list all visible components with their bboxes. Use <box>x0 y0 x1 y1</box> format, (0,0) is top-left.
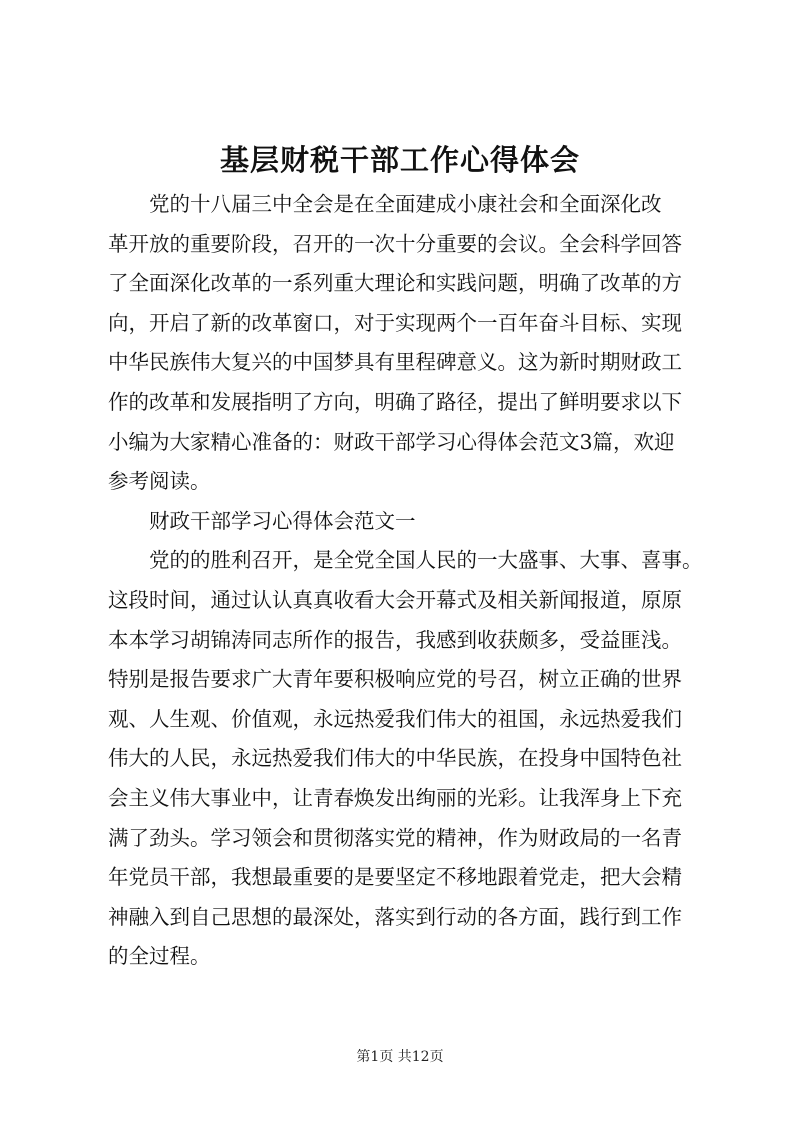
section-heading: 财政干部学习心得体会范文一 <box>149 508 416 533</box>
document-body <box>108 185 708 977</box>
paragraph-line: 的全过程。 <box>108 944 211 969</box>
paragraph-line: 革开放的重要阶段，召开的一次十分重要的会议。全会科学回答 <box>108 231 682 256</box>
paragraph-line: 观、人生观、价值观，永远热爱我们伟大的祖国，永远热爱我们 <box>108 706 682 731</box>
paragraph-line: 中华民族伟大复兴的中国梦具有里程碑意义。这为新时期财政工 <box>108 350 682 375</box>
paragraph-line: 作的改革和发展指明了方向，明确了路径，提出了鲜明要求以下 <box>108 389 682 414</box>
paragraph-line: 神融入到自己思想的最深处，落实到行动的各方面，践行到工作 <box>108 904 682 929</box>
paragraph-line: 小编为大家精心准备的：财政干部学习心得体会范文3篇，欢迎 <box>108 429 675 454</box>
paragraph-line: 本本学习胡锦涛同志所作的报告，我感到收获颇多，受益匪浅。 <box>108 627 682 652</box>
paragraph-line: 年党员干部，我想最重要的是要坚定不移地跟着党走，把大会精 <box>108 865 682 890</box>
paragraph-line: 了全面深化改革的一系列重大理论和实践问题，明确了改革的方 <box>108 271 682 296</box>
paragraph-line: 向，开启了新的改革窗口，对于实现两个一百年奋斗目标、实现 <box>108 310 682 335</box>
paragraph-line: 党的的胜利召开，是全党全国人民的一大盛事、大事、喜事。 <box>149 548 703 573</box>
paragraph-line: 满了劲头。学习领会和贯彻落实党的精神，作为财政局的一名青 <box>108 825 682 850</box>
paragraph-line: 参考阅读。 <box>108 469 211 494</box>
paragraph-line: 伟大的人民，永远热爱我们伟大的中华民族，在投身中国特色社 <box>108 746 682 771</box>
document-title: 基层财税干部工作心得体会 <box>219 143 580 177</box>
page-number-footer: 第1页 共12页 <box>356 1049 444 1065</box>
paragraph-line: 党的十八届三中全会是在全面建成小康社会和全面深化改 <box>149 192 662 216</box>
paragraph-line: 这段时间，通过认认真真收看大会开幕式及相关新闻报道，原原 <box>108 587 682 612</box>
paragraph-line: 会主义伟大事业中，让青春焕发出绚丽的光彩。让我浑身上下充 <box>108 785 682 810</box>
paragraph-line: 特别是报告要求广大青年要积极响应党的号召，树立正确的世界 <box>108 667 682 692</box>
